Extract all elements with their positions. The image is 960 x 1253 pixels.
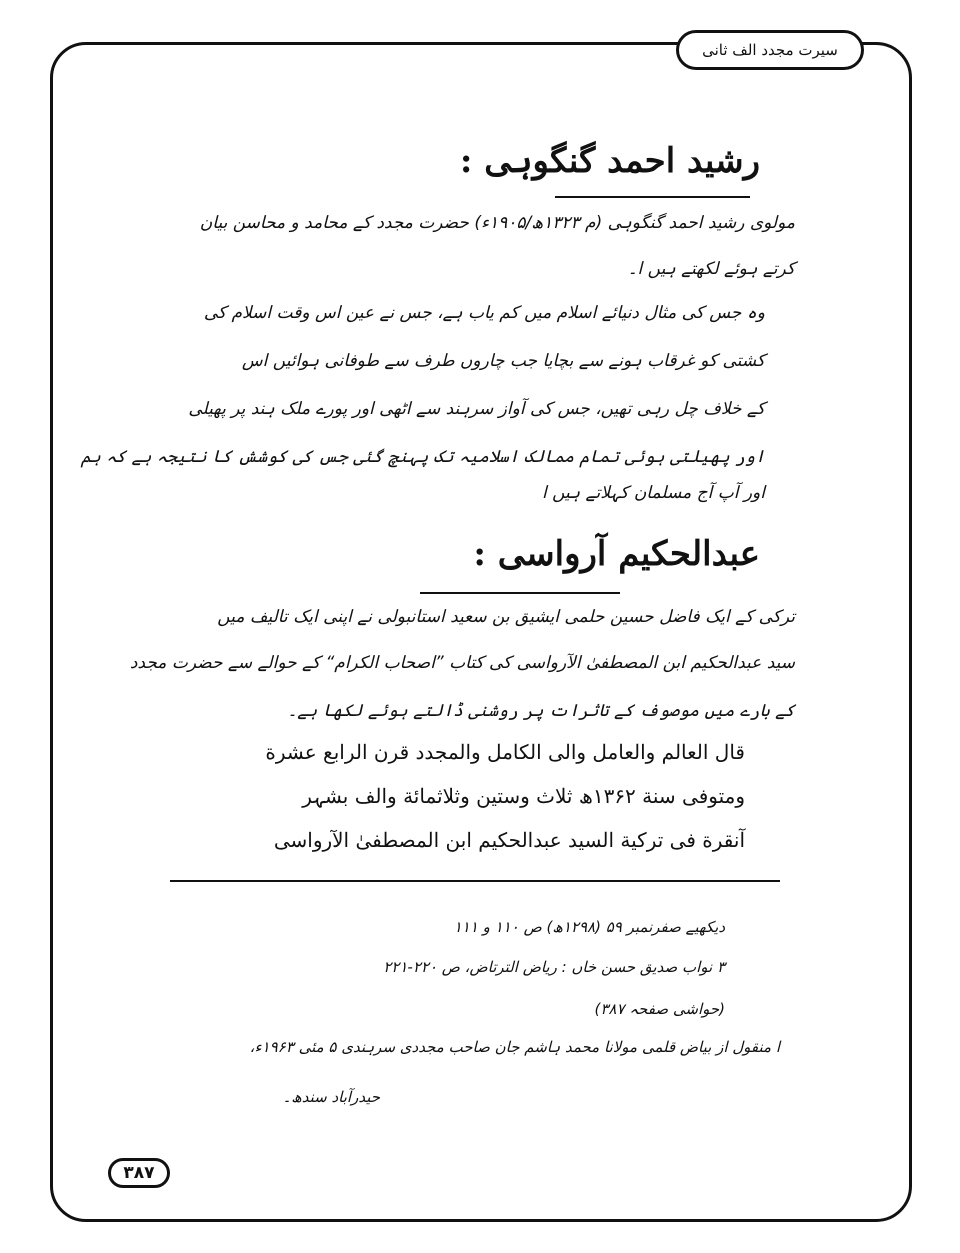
section-heading-rashid-ahmad: رشید احمد گنگوہی : [459, 141, 760, 181]
page-number: ۳۸۷ [123, 1163, 155, 1183]
page-number-tab [108, 1158, 170, 1188]
section1-quote-line-5: اور آپ آج مسلمان کہلاتے ہیں ا [541, 483, 765, 503]
heading-underline [420, 592, 620, 594]
section2-intro-line-2: سید عبدالحکیم ابن المصطفیٰ الآرواسی کی کتاب ”اصحاب الکرام“ کے حوالے سے حضرت مجدد [129, 653, 795, 673]
section1-intro-line-2: کرتے ہوئے لکھتے ہیں ا۔ [627, 259, 795, 279]
running-header [676, 30, 864, 70]
arabic-quote-line-2: ومتوفی سنة ۱۳۶۲ھ ثلاث وستین وثلاثمائة والف بشہر [302, 784, 745, 808]
footnote-line-1: دیکھیے صفرنمبر ۵۹ (۱۲۹۸ھ) ص ۱۱۰ و ۱۱۱ [453, 918, 725, 936]
footnote-separator [170, 880, 780, 882]
footnote-line-5: حیدرآباد سندھ۔ [282, 1088, 380, 1106]
arabic-quote-line-1: قال العالم والعامل والی الکامل والمجدد قرن الرابع عشرة [265, 740, 745, 764]
running-header-title: سیرت مجدد الف ثانی [702, 41, 838, 59]
section1-quote-line-1: وہ جس کی مثال دنیائے اسلام میں کم یاب ہے، جس نے عین اس وقت اسلام کی [203, 303, 765, 323]
section1-quote-line-2: کشتی کو غرقاب ہونے سے بچایا جب چاروں طرف سے طوفانی ہوائیں اس [241, 351, 765, 371]
footnote-line-3: (حواشی صفحہ ۳۸۷) [594, 1000, 725, 1018]
section2-intro-line-3: کے بارے میں موصوف کے تاثرات پر روشنی ڈالتے ہوئے لکھا ہے۔ [287, 701, 795, 721]
footnote-line-2: ۳ نواب صدیق حسن خاں : ریاض الترتاض، ص ۲۲۰-۲۲۱ [383, 958, 725, 976]
arabic-quote-line-3: آنقرة فی ترکیة السید عبدالحکیم ابن المصطفیٰ الآرواسی [273, 828, 745, 852]
section2-intro-line-1: ترکی کے ایک فاضل حسین حلمی ایشیق بن سعید استانبولی نے اپنی ایک تالیف میں [217, 607, 795, 627]
section1-quote-line-4: اور پھیلتی ہوئی تمام ممالک اسلامیہ تک پہنچ گئی جس کی کوشش کا نتیجہ ہے کہ ہم [80, 447, 765, 467]
section-heading-abdul-hakim: عبدالحکیم آرواسی : [473, 534, 760, 574]
footnote-line-4: ا منقول از بیاض قلمی مولانا محمد ہاشم جان صاحب مجددی سرہندی ۵ مئی ۱۹۶۳ء، [249, 1038, 780, 1056]
section1-intro-line-1: مولوی رشید احمد گنگوہی (م ۱۳۲۳ھ/۱۹۰۵ء) حضرت مجدد کے محامد و محاسن بیان [199, 213, 795, 233]
section1-quote-line-3: کے خلاف چل رہی تھیں، جس کی آواز سرہند سے اٹھی اور پورے ملک ہند پر پھیلی [188, 399, 765, 419]
heading-underline [555, 196, 750, 198]
